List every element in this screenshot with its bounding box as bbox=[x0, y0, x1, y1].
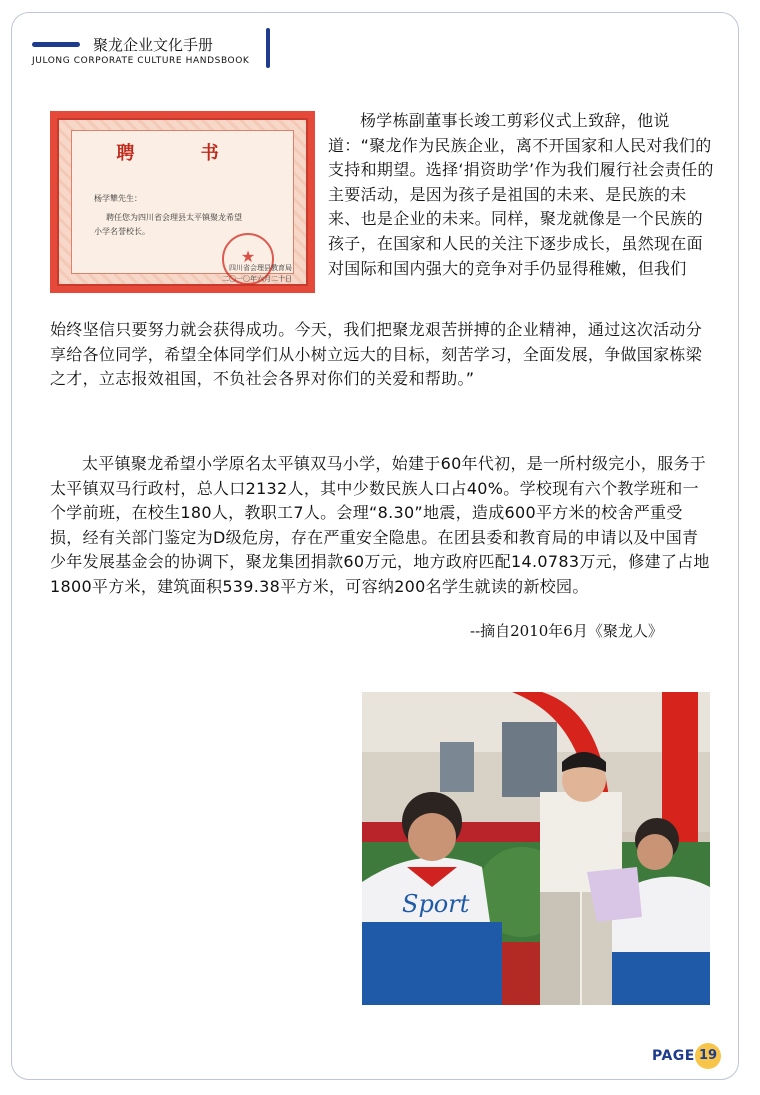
page-number: 19 bbox=[695, 1043, 721, 1069]
article-paragraph-1-bottom: 始终坚信只要努力就会获得成功。今天，我们把聚龙艰苦拼搏的企业精神，通过这次活动分享给各位同学，希望全体同学们从小树立远大的目标，刻苦学习，全面发展，争做国家栋梁之才，立志报效祖国，不负社会各界对你们的关爱和帮助。” bbox=[50, 320, 703, 389]
certificate-panel bbox=[71, 130, 294, 283]
article-paragraph-1-top: 杨学栋副董事长竣工剪彩仪式上致辞，他说道：“聚龙作为民族企业，离不开国家和人民对我们的支持和期望。选择‘捐资助学’作为我们履行社会责任的主要活动，是因为孩子是祖国的未来、是民族的未来、也是企业的未来。同样，聚龙就像是一个民族的孩子，在国家和人民的关注下逐步成长，虽然现在面对国际和国内强大的竞争对手仍显得稚嫩，但我们 bbox=[328, 111, 714, 278]
shirt-text: Sport bbox=[402, 890, 470, 918]
certificate-body: 聘任您为四川省会理县太平镇聚龙希望小学名誉校长。 bbox=[94, 213, 242, 236]
ceremony-photo bbox=[362, 692, 710, 1005]
certificate-issuer-line1: 四川省会理县教育局 bbox=[229, 264, 292, 272]
header-accent-bar bbox=[32, 42, 80, 47]
article-source: --摘自2010年6月《聚龙人》 bbox=[470, 622, 663, 640]
certificate-image bbox=[50, 111, 315, 293]
header-subtitle: JULONG CORPORATE CULTURE HANDSBOOK bbox=[32, 56, 250, 66]
page-label: PAGE bbox=[652, 1048, 695, 1064]
certificate-issuer bbox=[208, 263, 292, 285]
header-title: 聚龙企业文化手册 bbox=[93, 36, 214, 54]
ceremony-photo-drawing bbox=[362, 692, 710, 1005]
certificate-title: 聘 书 bbox=[116, 143, 249, 164]
article-paragraph-2: 太平镇聚龙希望小学原名太平镇双马小学，始建于60年代初，是一所村级完小，服务于太平镇双马行政村，总人口2132人，其中少数民族人口占40%。学校现有六个教学班和一个学前班，在校生180人，教职工7人。会理“8.30”地震，造成600平方米的校舍严重受损，经有关部门鉴定为D级危房，存在严重安全隐患。在团县委和教育局的申请以及中国青少年发展基金会的协调下，聚龙集团捐款60万元，地方政府匹配14.0783万元，修建了占地1800平方米，建筑面积539.38平方米，可容纳200名学生就读的新校园。 bbox=[50, 454, 710, 596]
header-divider bbox=[266, 28, 270, 68]
certificate-border bbox=[57, 118, 308, 286]
certificate-issuer-line2: 二〇一〇年六月二十日 bbox=[222, 275, 292, 283]
certificate-addressee: 杨学犨先生： bbox=[94, 194, 142, 203]
